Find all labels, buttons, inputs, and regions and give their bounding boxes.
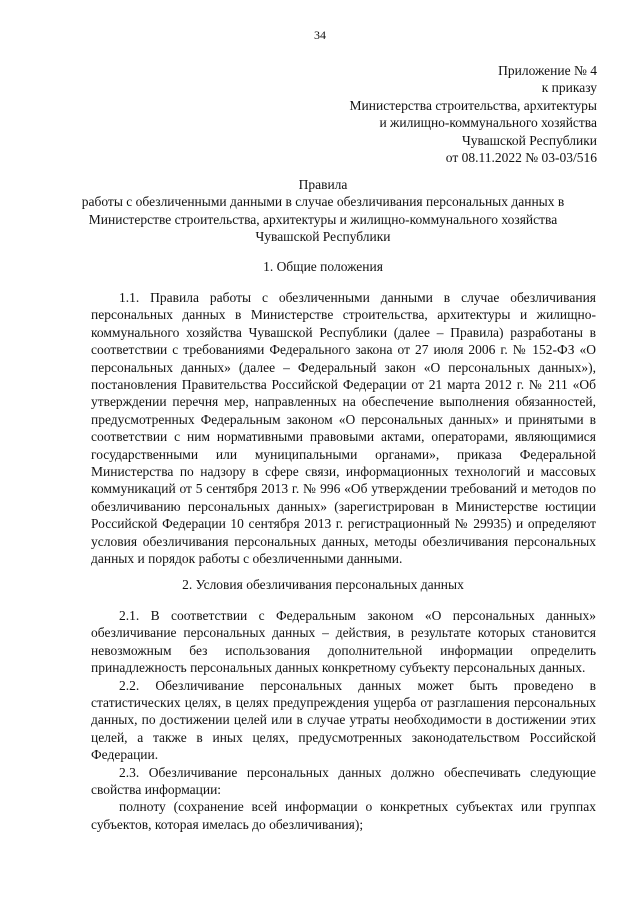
appendix-line: Чувашской Республики — [461, 132, 597, 148]
section-2-body — [91, 607, 596, 833]
document-title — [80, 176, 566, 246]
appendix-line: и жилищно-коммунального хозяйства — [379, 115, 597, 131]
paragraph-2-3-item: полноту (сохранение всей информации о конкретных субъектах или группах субъектов, которая имелась до обезличивания); — [91, 799, 596, 832]
paragraph-1-1: 1.1. Правила работы с обезличенными данными в случае обезличивания персональных данных в Министерстве строительства, архитектуры и жилищно-коммунального хозяйства Чувашской Республики (далее – Правила) разработаны в соответствии с требованиями Федерального закона от 27 июля 2006 г. № 152-ФЗ «О персональных данных» (далее – Федеральный закон «О персональных данных»), постановления Правительства Российской Федерации от 21 марта 2012 г. № 211 «Об утверждении перечня мер, направленных на обеспечение выполнения обязанностей, предусмотренных Федеральным законом «О персональных данных» и принятыми в соответствии с ним нормативными правовыми актами, операторами, являющимися государственными или муниципальными органами», приказа Федеральной Министерства по надзору в сфере связи, информационных технологий и массовых коммуникаций от 5 сентября 2013 г. № 996 «Об утверждении требований и методов по обезличиванию персональных данных» (зарегистрирован в Министерстве юстиции Российской Федерации 10 сентября 2013 г. регистрационный № 29935) и определяют условия обезличивания персональных данных, методы обезличивания персональных данных и порядок работы с обезличенными данными. — [91, 290, 596, 567]
paragraph-2-2: 2.2. Обезличивание персональных данных может быть проведено в статистических целях, в целях предупреждения ущерба от разглашения персональных данных, по достижении целей или в случае утраты необходимости в достижении этих целей, а также в иных целях, предусмотренных законодательством Российской Федерации. — [91, 677, 596, 763]
appendix-block — [350, 62, 597, 166]
page-number: 34 — [314, 28, 326, 42]
title-word: Правила — [298, 177, 348, 192]
appendix-line: Министерства строительства, архитектуры — [349, 97, 597, 113]
appendix-line: к приказу — [541, 80, 597, 96]
paragraph-2-3: 2.3. Обезличивание персональных данных должно обеспечивать следующие свойства информации: — [91, 764, 596, 798]
section-1-body — [91, 289, 596, 568]
section-2-heading: 2. Условия обезличивания персональных данных — [182, 577, 464, 592]
paragraph-2-1: 2.1. В соответствии с Федеральным законом «О персональных данных» обезличивание персональных данных – действия, в результате которых становится невозможным без использования дополнительной информации определить принадлежность персональных данных конкретному субъекту персональных данных. — [91, 608, 596, 676]
appendix-line: от 08.11.2022 № 03-03/516 — [445, 150, 597, 166]
section-1-heading: 1. Общие положения — [263, 259, 383, 274]
appendix-line: Приложение № 4 — [498, 63, 597, 78]
title-subtitle: работы с обезличенными данными в случае обезличивания персональных данных в Министерстве строительства, архитектуры и жилищно-коммунального хозяйства Чувашской Республики — [81, 194, 565, 245]
